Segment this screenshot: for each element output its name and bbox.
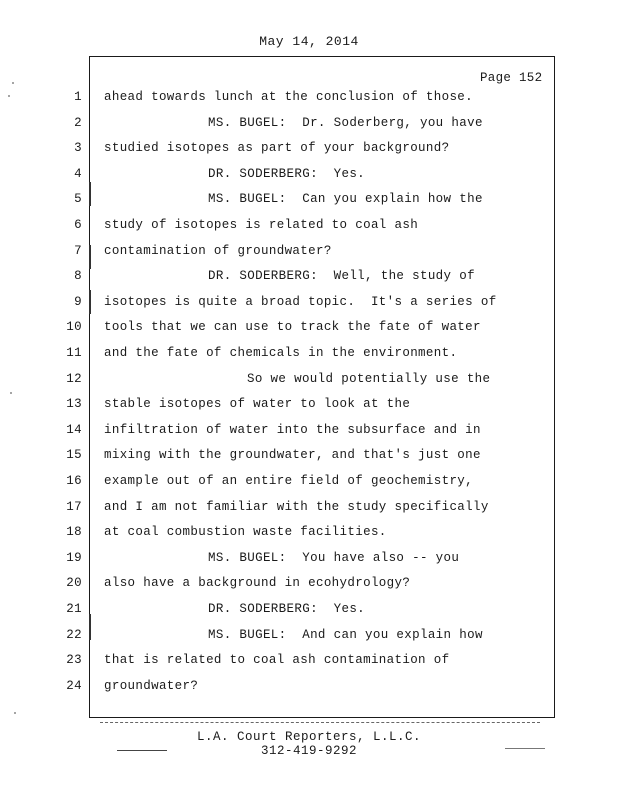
line-text: tools that we can use to track the fate of water bbox=[104, 320, 481, 335]
line-text: stable isotopes of water to look at the bbox=[104, 397, 411, 412]
transcript-line bbox=[0, 423, 618, 449]
margin-mark bbox=[89, 614, 91, 640]
line-text: ahead towards lunch at the conclusion of those. bbox=[104, 90, 474, 104]
transcript-line bbox=[0, 90, 618, 116]
transcript-line bbox=[0, 679, 618, 705]
line-text: DR. SODERBERG: Well, the study of bbox=[208, 269, 475, 284]
line-text: and the fate of chemicals in the environment. bbox=[104, 346, 458, 360]
transcript-line bbox=[0, 244, 618, 270]
line-text: contamination of groundwater? bbox=[104, 243, 332, 258]
transcript-line bbox=[0, 397, 618, 423]
line-number: 18 bbox=[66, 525, 82, 540]
line-number: 2 bbox=[74, 115, 82, 130]
transcript-line bbox=[0, 551, 618, 577]
line-number: 6 bbox=[74, 218, 82, 232]
line-text: DR. SODERBERG: Yes. bbox=[208, 166, 366, 181]
line-number: 5 bbox=[74, 192, 82, 207]
transcript-line bbox=[0, 500, 618, 526]
line-text: study of isotopes is related to coal ash bbox=[104, 218, 419, 232]
line-number: 12 bbox=[66, 371, 82, 386]
line-number: 22 bbox=[66, 627, 82, 642]
footer-dash bbox=[505, 748, 545, 749]
line-number: 19 bbox=[66, 550, 82, 565]
line-number: 21 bbox=[66, 602, 82, 616]
scan-speck bbox=[10, 392, 12, 394]
scan-speck bbox=[14, 712, 16, 714]
footer-reporter: L.A. Court Reporters, L.L.C. bbox=[196, 730, 422, 744]
line-number: 1 bbox=[74, 90, 82, 104]
line-number: 17 bbox=[66, 499, 82, 514]
line-number: 15 bbox=[66, 448, 82, 463]
footer-phone: 312-419-9292 bbox=[260, 744, 357, 758]
transcript-line bbox=[0, 653, 618, 679]
line-text: MS. BUGEL: And can you explain how bbox=[208, 627, 483, 642]
line-number: 7 bbox=[74, 243, 82, 258]
header-date: May 14, 2014 bbox=[259, 34, 359, 49]
line-text: groundwater? bbox=[104, 678, 199, 693]
transcript-line bbox=[0, 192, 618, 218]
transcript-line bbox=[0, 576, 618, 602]
line-number: 10 bbox=[66, 320, 82, 335]
margin-mark bbox=[89, 290, 91, 314]
line-text: So we would potentially use the bbox=[247, 371, 491, 386]
transcript-line bbox=[0, 628, 618, 654]
line-number: 14 bbox=[66, 422, 82, 437]
line-text: infiltration of water into the subsurface and in bbox=[104, 422, 481, 437]
line-number: 8 bbox=[74, 269, 82, 284]
line-text: also have a background in ecohydrology? bbox=[104, 576, 411, 591]
line-number: 3 bbox=[74, 141, 82, 156]
transcript-line bbox=[0, 372, 618, 398]
line-text: that is related to coal ash contamination of bbox=[104, 653, 450, 668]
transcript-line bbox=[0, 295, 618, 321]
line-number: 11 bbox=[66, 346, 82, 360]
footer-rule bbox=[100, 722, 540, 723]
page-number-label: Page 152 bbox=[480, 71, 543, 85]
scan-speck bbox=[12, 82, 14, 84]
line-text: DR. SODERBERG: Yes. bbox=[208, 602, 366, 616]
line-text: example out of an entire field of geochemistry, bbox=[104, 474, 474, 488]
line-number: 24 bbox=[66, 678, 82, 693]
margin-mark bbox=[89, 245, 91, 269]
line-number: 23 bbox=[66, 653, 82, 668]
transcript-line bbox=[0, 474, 618, 500]
footer-dash bbox=[117, 750, 167, 751]
transcript-line bbox=[0, 602, 618, 628]
transcript-line bbox=[0, 525, 618, 551]
line-number: 9 bbox=[74, 294, 82, 309]
line-number: 20 bbox=[66, 576, 82, 591]
line-text: MS. BUGEL: Dr. Soderberg, you have bbox=[208, 115, 483, 130]
line-number: 13 bbox=[66, 397, 82, 412]
transcript-line bbox=[0, 116, 618, 142]
line-text: and I am not familiar with the study specifically bbox=[104, 499, 489, 514]
transcript-line bbox=[0, 448, 618, 474]
transcript-line bbox=[0, 218, 618, 244]
transcript-line bbox=[0, 141, 618, 167]
transcript-line bbox=[0, 269, 618, 295]
transcript-line bbox=[0, 346, 618, 372]
line-text: MS. BUGEL: Can you explain how the bbox=[208, 192, 483, 207]
line-text: isotopes is quite a broad topic. It's a series of bbox=[104, 294, 497, 309]
margin-mark bbox=[89, 182, 91, 206]
scan-speck bbox=[8, 95, 10, 97]
line-number: 16 bbox=[66, 474, 82, 488]
line-text: studied isotopes as part of your background? bbox=[104, 141, 450, 156]
line-number: 4 bbox=[74, 166, 82, 181]
transcript-line bbox=[0, 320, 618, 346]
transcript-line bbox=[0, 167, 618, 193]
line-text: mixing with the groundwater, and that's just one bbox=[104, 448, 481, 463]
line-text: MS. BUGEL: You have also -- you bbox=[208, 550, 460, 565]
line-text: at coal combustion waste facilities. bbox=[104, 525, 387, 540]
